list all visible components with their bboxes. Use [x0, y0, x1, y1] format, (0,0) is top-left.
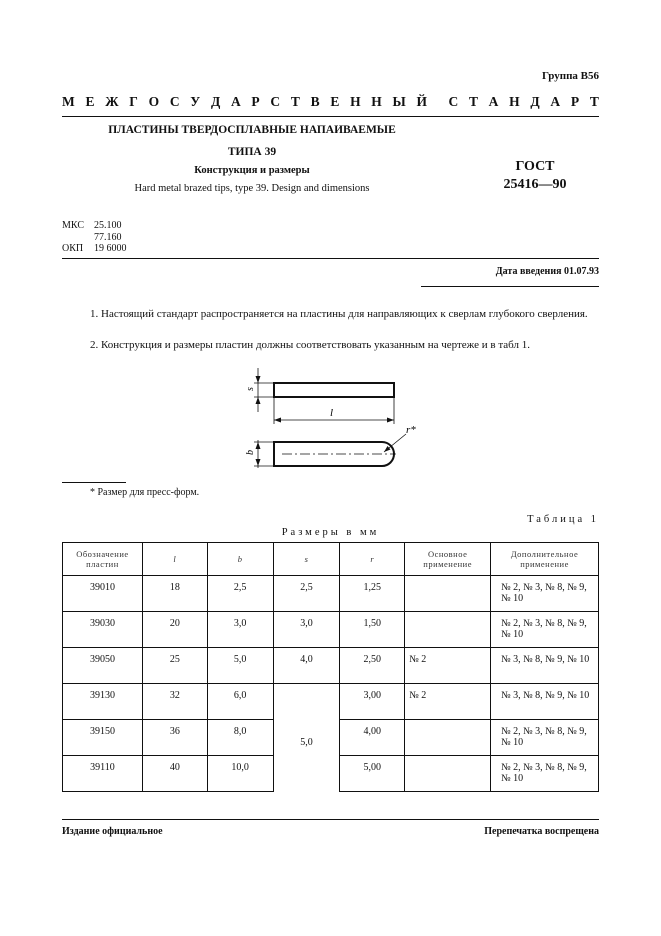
- label-l: l: [330, 407, 334, 419]
- cell-designation: 39050: [63, 648, 143, 684]
- banner-letter: М: [62, 94, 75, 109]
- cell-main-use: № 2: [405, 684, 491, 720]
- standard-banner: [62, 94, 599, 110]
- cell-r: 3,00: [340, 684, 405, 720]
- table-header-row: [63, 543, 599, 576]
- cell-main-use: [405, 756, 491, 792]
- code-row: [62, 243, 127, 255]
- arrow-icon: [274, 418, 281, 423]
- cell-extra-use: № 2, № 3, № 8, № 9, № 10: [491, 612, 599, 648]
- dimensions-table: [62, 542, 599, 792]
- banner-letter: Ы: [392, 94, 406, 109]
- banner-letter: А: [230, 94, 241, 109]
- cell-designation: 39010: [63, 576, 143, 612]
- title-subtitle: Конструкция и размеры: [194, 165, 310, 176]
- arrow-icon: [384, 446, 391, 452]
- code-row: [62, 220, 127, 232]
- tip-drawing: [236, 362, 436, 474]
- cell-l: 18: [142, 576, 207, 612]
- cell-l: 32: [142, 684, 207, 720]
- section-rule: [62, 258, 599, 259]
- header-designation: Обозначение пластин: [63, 543, 143, 576]
- table-row: [63, 684, 599, 720]
- code-value: 19 6000: [94, 243, 127, 254]
- code-value: 77.160: [94, 231, 122, 243]
- banner-letter: Ж: [105, 94, 119, 109]
- header-r: r: [340, 543, 405, 576]
- cell-r: 1,50: [340, 612, 405, 648]
- banner-letter: Т: [290, 94, 300, 109]
- banner-letter: Н: [350, 94, 361, 109]
- banner-letter: Й: [416, 94, 428, 109]
- cell-r: 4,00: [340, 720, 405, 756]
- cell-l: 40: [142, 756, 207, 792]
- cell-s-merged: 5,0: [273, 684, 340, 792]
- header-main-use: Основное применение: [405, 543, 491, 576]
- cell-b: 5,0: [207, 648, 273, 684]
- cell-extra-use: № 3, № 8, № 9, № 10: [491, 684, 599, 720]
- arrow-icon: [256, 459, 261, 466]
- tip-side-outline: [274, 383, 394, 397]
- group-code: Группа В56: [541, 70, 599, 82]
- arrow-icon: [387, 418, 394, 423]
- banner-letter: Т: [468, 94, 478, 109]
- cell-b: 2,5: [207, 576, 273, 612]
- cell-b: 6,0: [207, 684, 273, 720]
- header-b: b: [207, 543, 273, 576]
- paragraph-scope: 1. Настоящий стандарт распространяется на пластины для направляющих к сверлам глубокого сверления.: [90, 308, 588, 320]
- label-s: s: [245, 387, 256, 391]
- code-value: 25.100: [94, 220, 122, 231]
- paragraph-design: 2. Конструкция и размеры пластин должны соответствовать указанным на чертеже и в табл 1.: [90, 339, 530, 351]
- footnote: * Размер для пресс-форм.: [90, 487, 200, 498]
- title-english: Hard metal brazed tips, type 39. Design and dimensions: [134, 183, 370, 194]
- label-b: b: [245, 450, 256, 455]
- cell-s: 3,0: [273, 612, 340, 648]
- cell-extra-use: № 2, № 3, № 8, № 9, № 10: [491, 756, 599, 792]
- banner-letter: О: [148, 94, 160, 109]
- cell-main-use: № 2: [405, 648, 491, 684]
- banner-letter: Н: [509, 94, 520, 109]
- cell-main-use: [405, 720, 491, 756]
- header-l: l: [142, 543, 207, 576]
- cell-b: 8,0: [207, 720, 273, 756]
- cell-extra-use: № 2, № 3, № 8, № 9, № 10: [491, 576, 599, 612]
- cell-r: 1,25: [340, 576, 405, 612]
- cell-extra-use: № 3, № 8, № 9, № 10: [491, 648, 599, 684]
- gost-label: ГОСТ: [515, 159, 555, 174]
- arrow-icon: [256, 397, 261, 404]
- banner-letter: Г: [129, 94, 138, 109]
- table-row: [63, 648, 599, 684]
- cell-designation: 39130: [63, 684, 143, 720]
- date-label: Дата введения: [495, 266, 562, 277]
- date-value: 01.07.93: [564, 266, 599, 277]
- header-rule: [62, 116, 599, 117]
- table-row: [63, 576, 599, 612]
- arrow-icon: [256, 442, 261, 449]
- banner-letter: Д: [210, 94, 221, 109]
- title-line-2: ТИПА 39: [227, 146, 277, 158]
- cell-b: 3,0: [207, 612, 273, 648]
- effective-date: [496, 266, 599, 277]
- cell-main-use: [405, 576, 491, 612]
- cell-r: 2,50: [340, 648, 405, 684]
- header-s: s: [273, 543, 340, 576]
- table-label: Таблица 1: [527, 514, 599, 525]
- banner-letter: С: [270, 94, 281, 109]
- banner-letter: С: [448, 94, 459, 109]
- cell-l: 25: [142, 648, 207, 684]
- cell-extra-use: № 2, № 3, № 8, № 9, № 10: [491, 720, 599, 756]
- header-extra-use: Дополнительное применение: [491, 543, 599, 576]
- banner-letter: Р: [570, 94, 580, 109]
- cell-designation: 39030: [63, 612, 143, 648]
- cell-s: 2,5: [273, 576, 340, 612]
- table-row: [63, 612, 599, 648]
- cell-b: 10,0: [207, 756, 273, 792]
- classification-codes: [62, 220, 127, 255]
- table-units: Размеры в мм: [281, 527, 380, 538]
- code-row: [62, 232, 127, 244]
- gost-designation: [470, 158, 600, 194]
- footer-rule: [62, 819, 599, 820]
- code-key: МКС: [62, 220, 84, 231]
- banner-letter: А: [550, 94, 561, 109]
- footnote-rule: [62, 482, 126, 483]
- banner-letter: А: [488, 94, 499, 109]
- banner-letter: У: [190, 94, 201, 109]
- code-key: ОКП: [62, 243, 84, 254]
- footer-reprint: Перепечатка воспрещена: [484, 826, 599, 837]
- cell-s: 4,0: [273, 648, 340, 684]
- banner-letter: Т: [589, 94, 599, 109]
- footer-official: Издание официальное: [62, 826, 163, 837]
- arrow-icon: [256, 376, 261, 383]
- cell-main-use: [405, 612, 491, 648]
- title-line-1: ПЛАСТИНЫ ТВЕРДОСПЛАВНЫЕ НАПАИВАЕМЫЕ: [108, 124, 396, 136]
- cell-l: 20: [142, 612, 207, 648]
- banner-letter: Н: [371, 94, 382, 109]
- gost-number: 25416—90: [503, 177, 567, 192]
- cell-designation: 39110: [63, 756, 143, 792]
- banner-letter: Д: [530, 94, 540, 109]
- cell-designation: 39150: [63, 720, 143, 756]
- cell-r: 5,00: [340, 756, 405, 792]
- banner-letter: Р: [251, 94, 260, 109]
- banner-letter: Е: [330, 94, 340, 109]
- date-underline: [421, 286, 599, 287]
- banner-letter: С: [169, 94, 180, 109]
- banner-letter: Е: [85, 94, 95, 109]
- cell-l: 36: [142, 720, 207, 756]
- label-r: r*: [406, 424, 416, 436]
- banner-letter: В: [310, 94, 320, 109]
